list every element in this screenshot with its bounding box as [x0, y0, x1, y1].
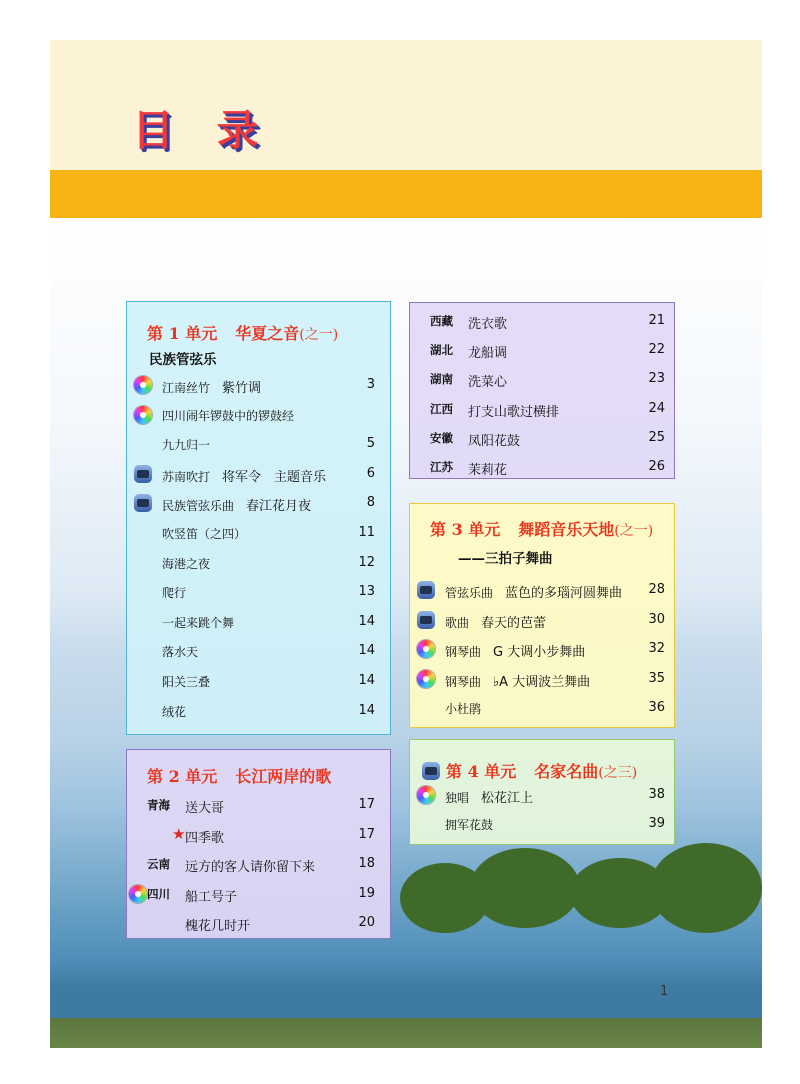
toc-entry[interactable]: [127, 884, 390, 906]
tree: [470, 848, 580, 928]
unit-suffix: (之一): [299, 327, 339, 343]
entry-genre: 落水天: [162, 645, 199, 660]
toc-entry[interactable]: [410, 399, 674, 421]
entry-genre: 钢琴曲: [445, 645, 482, 659]
toc-entry[interactable]: [410, 311, 674, 333]
entry-song: 远方的客人请你留下来: [185, 860, 316, 875]
unit-subtitle: ——三拍子舞曲: [458, 551, 553, 567]
unit-number: 第 3 单元: [430, 520, 501, 539]
page-ref: 19: [358, 885, 375, 901]
toc-entry[interactable]: [127, 464, 390, 486]
entry-title: [162, 377, 261, 396]
page-ref: 26: [648, 459, 665, 474]
entry-title: [445, 787, 533, 806]
entry-genre: 九九归一: [162, 438, 211, 453]
entry-title: [162, 495, 311, 514]
page-ref: 32: [648, 641, 665, 656]
entry-region: 湖北: [430, 343, 453, 358]
entry-genre: 独唱: [445, 791, 470, 805]
entry-title: [162, 614, 234, 631]
entry-title: [430, 342, 508, 362]
toc-entry[interactable]: [410, 669, 674, 691]
page-ref: 14: [358, 702, 375, 718]
unit-name: 长江两岸的歌: [235, 767, 332, 786]
entry-piece: ♭A 大调波兰舞曲: [493, 674, 591, 690]
toc-entry[interactable]: [127, 493, 390, 515]
toc-entry[interactable]: [127, 375, 390, 397]
entry-title: [430, 313, 508, 332]
entry-genre: 苏南吹打: [162, 469, 211, 484]
cassette-icon: [134, 494, 152, 512]
entry-genre: 绒花: [162, 704, 187, 719]
entry-title: [430, 401, 560, 420]
star-icon: ★: [172, 824, 186, 843]
entry-genre: 爬行: [162, 586, 187, 601]
entry-title: [162, 466, 326, 485]
toc-entry[interactable]: [127, 825, 390, 847]
page-ref: 6: [366, 465, 375, 481]
page-ref: 14: [358, 613, 375, 629]
toc-entry[interactable]: [127, 553, 390, 575]
page-ref: 17: [358, 797, 375, 812]
entry-genre: 江南丝竹: [162, 381, 211, 395]
entry-region: 湖南: [430, 372, 453, 387]
unit-3-box: [409, 503, 675, 728]
entry-genre: 钢琴曲: [445, 674, 482, 689]
entry-region: 安徽: [430, 430, 453, 445]
toc-entry[interactable]: [127, 701, 390, 723]
cassette-icon: [134, 465, 152, 483]
entry-title: [162, 703, 186, 720]
entry-genre: 小杜鹃: [445, 702, 482, 716]
page-ref: 12: [358, 554, 375, 570]
cd-icon: [134, 376, 152, 394]
entry-song: 船工号子: [185, 889, 238, 905]
entry-genre: 一起来跳个舞: [162, 615, 235, 630]
page-ref: 8: [366, 495, 375, 511]
entry-piece: 春江花月夜: [246, 499, 312, 515]
unit-3-heading[interactable]: [430, 517, 653, 540]
toc-entry[interactable]: [410, 639, 674, 661]
unit-name: 舞蹈音乐天地: [518, 520, 615, 539]
toc-entry[interactable]: [410, 340, 674, 362]
unit-subtitle: 民族管弦乐: [149, 352, 217, 368]
toc-entry[interactable]: [410, 457, 674, 479]
unit-number: 第 2 单元: [147, 767, 218, 786]
toc-entry[interactable]: [127, 913, 390, 935]
entry-title: [147, 856, 316, 875]
entry-title: [430, 430, 521, 449]
entry-title: [162, 555, 210, 572]
page-ref: 38: [648, 787, 665, 802]
entry-piece: 春天的芭蕾: [481, 615, 547, 631]
entry-song: 洗菜心: [468, 375, 508, 391]
entry-region: 云南: [147, 857, 170, 871]
unit-suffix: (之三): [598, 765, 638, 781]
entry-title: [445, 816, 493, 833]
cassette-icon: [417, 581, 435, 599]
entry-genre: 海港之夜: [162, 556, 211, 571]
page-ref: 23: [648, 371, 665, 387]
entry-piece: 紫竹调: [222, 381, 262, 396]
entry-region: 西藏: [430, 314, 453, 328]
cassette-icon: [417, 611, 435, 629]
toc-entry[interactable]: [127, 434, 390, 456]
entry-title: [162, 525, 246, 542]
entry-song: 打支山歌过横排: [468, 404, 560, 420]
entry-region: 青海: [147, 798, 170, 812]
page-ref: 5: [366, 436, 375, 452]
page-ref: 17: [358, 826, 375, 842]
unit-1-box: [126, 301, 391, 735]
distant-hills: [50, 1018, 762, 1048]
cassette-icon: [422, 762, 440, 780]
entry-title: [162, 584, 186, 601]
unit-4-box: [409, 739, 675, 845]
entry-genre: 歌曲: [445, 615, 470, 630]
page-number: 1: [660, 984, 669, 999]
entry-title: [162, 673, 210, 690]
unit-suffix: (之一): [614, 523, 654, 539]
cd-icon: [134, 406, 152, 424]
entry-piece: 将军令 主题音乐: [222, 469, 327, 485]
toc-entry[interactable]: [410, 785, 674, 807]
header-area: [50, 40, 762, 170]
entry-song: 龙船调: [468, 346, 508, 362]
toc-entry[interactable]: [410, 814, 674, 836]
entry-title: [445, 700, 481, 717]
entry-title: [162, 407, 294, 424]
entry-genre: 四川闹年锣鼓中的锣鼓经: [162, 408, 295, 423]
page-ref: 14: [358, 673, 375, 688]
cd-icon: [129, 885, 147, 903]
entry-song: 槐花几时开: [185, 919, 251, 934]
toc-entry[interactable]: [127, 612, 390, 634]
entry-title: [430, 371, 508, 391]
unit-number: 第 4 单元: [446, 762, 517, 781]
entry-title: [162, 643, 198, 660]
page-title: 目 录: [132, 106, 273, 155]
unit-2-heading[interactable]: [147, 764, 331, 787]
page-ref: 30: [648, 611, 665, 627]
entry-song: 茉莉花: [468, 463, 508, 478]
entry-genre: 管弦乐曲: [445, 586, 494, 600]
entry-title: [147, 886, 238, 905]
toc-entry[interactable]: [127, 671, 390, 693]
unit-4-heading[interactable]: [422, 759, 637, 782]
unit-name: 名家名曲: [534, 762, 599, 781]
cd-icon: [417, 786, 435, 804]
header-band: [50, 170, 762, 218]
toc-entry[interactable]: [127, 405, 390, 427]
entry-piece: G 大调小步舞曲: [493, 645, 586, 660]
page-ref: 39: [648, 816, 665, 831]
unit-name: 华夏之音: [235, 324, 300, 343]
entry-piece: 松花江上: [481, 791, 534, 806]
unit-2-continued-box: [409, 302, 675, 479]
entry-song: 四季歌: [185, 830, 225, 846]
entry-piece: 蓝色的多瑙河圆舞曲: [505, 586, 623, 601]
toc-entry[interactable]: [127, 523, 390, 545]
toc-entry[interactable]: [410, 428, 674, 450]
toc-entry[interactable]: [127, 795, 390, 817]
entry-genre: 吹竖笛（之四）: [162, 527, 247, 541]
entry-title: [430, 459, 508, 478]
page-ref: 21: [648, 313, 665, 328]
toc-entry[interactable]: [127, 854, 390, 876]
page-ref: 20: [358, 915, 375, 930]
page: [50, 40, 762, 1048]
tree: [650, 843, 762, 933]
cd-icon: [417, 640, 435, 658]
page-ref: 35: [648, 670, 665, 686]
toc-entry[interactable]: [410, 369, 674, 391]
entry-song: 送大哥: [185, 801, 225, 816]
entry-title: [445, 671, 590, 690]
entry-genre: 拥军花鼓: [445, 818, 494, 832]
toc-entry[interactable]: [127, 582, 390, 604]
cd-icon: [417, 670, 435, 688]
toc-entry[interactable]: [410, 610, 674, 632]
page-ref: 28: [648, 582, 665, 597]
entry-title: [147, 797, 225, 816]
entry-song: 凤阳花鼓: [468, 433, 521, 449]
entry-title: [162, 436, 210, 453]
entry-region: 四川: [147, 886, 170, 901]
entry-title: [445, 582, 622, 601]
entry-title: [445, 641, 585, 660]
page-ref: 22: [648, 342, 665, 358]
page-ref: 36: [648, 700, 665, 715]
unit-1-heading[interactable]: [147, 321, 338, 344]
page-ref: 24: [648, 400, 665, 416]
entry-genre: 民族管弦乐曲: [162, 499, 235, 514]
toc-entry[interactable]: [410, 580, 674, 602]
page-ref: 14: [358, 643, 375, 659]
toc-entry[interactable]: [127, 641, 390, 663]
unit-2-box: [126, 749, 391, 939]
entry-song: 洗衣歌: [468, 317, 508, 332]
page-ref: 13: [358, 584, 375, 600]
entry-genre: 阳关三叠: [162, 675, 211, 689]
page-ref: 11: [358, 525, 375, 540]
unit-number: 第 1 单元: [147, 324, 218, 343]
entry-title: [445, 612, 546, 631]
page-ref: 18: [358, 856, 375, 871]
page-ref: 3: [366, 377, 375, 392]
entry-region: 江西: [430, 401, 453, 416]
page-ref: 25: [648, 429, 665, 445]
toc-entry[interactable]: [410, 698, 674, 720]
entry-region: 江苏: [430, 460, 453, 474]
